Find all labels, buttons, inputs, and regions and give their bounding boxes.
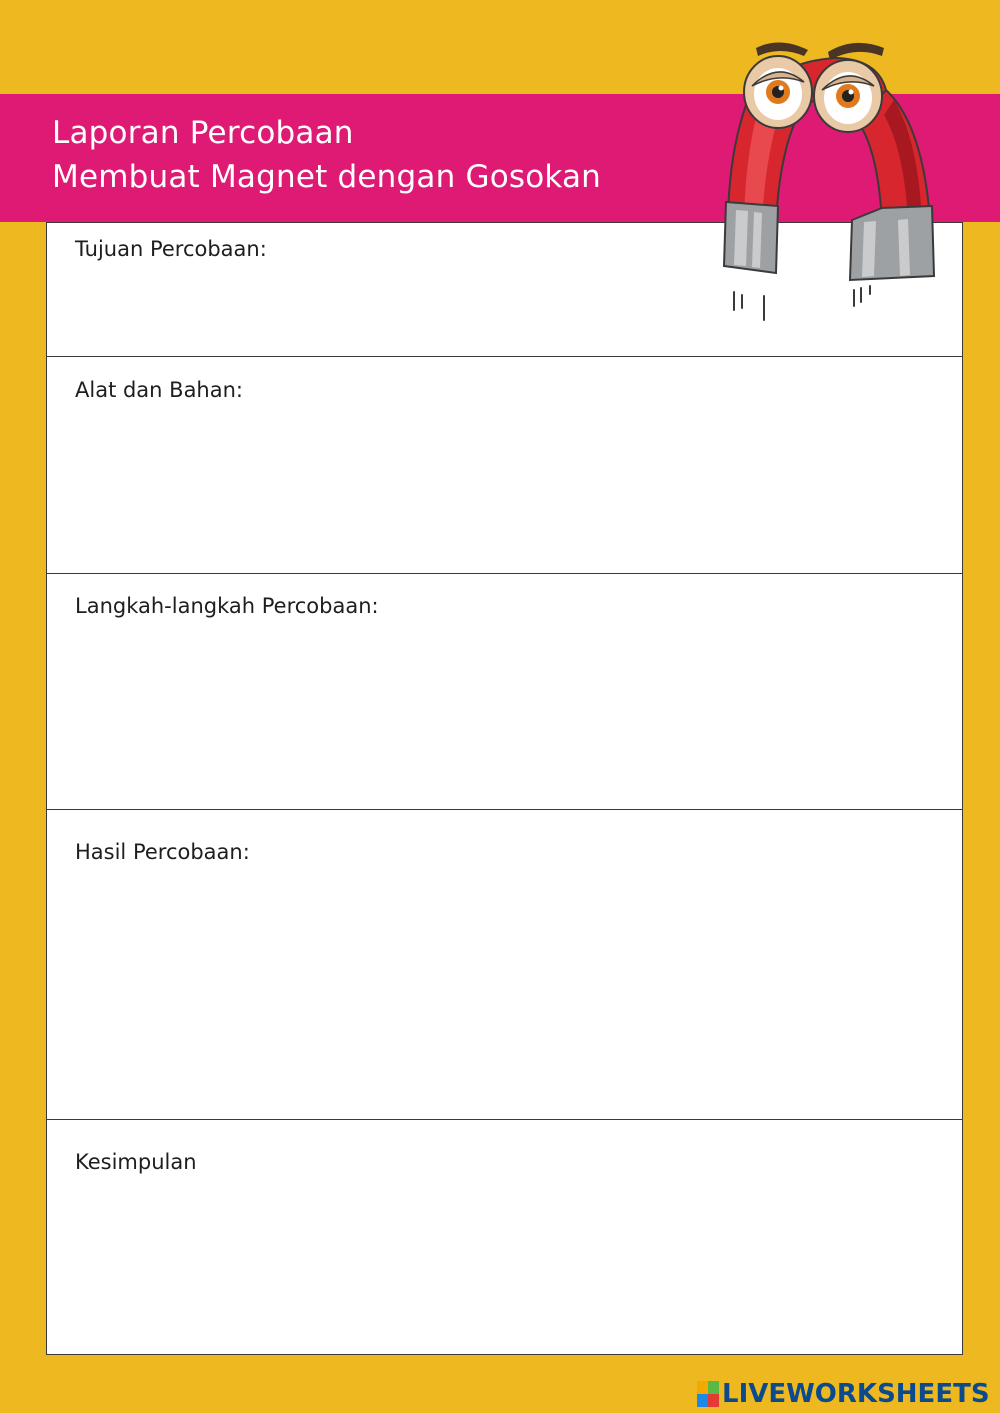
page-title-line-1: Laporan Percobaan bbox=[52, 115, 354, 151]
page-title-line-2: Membuat Magnet dengan Gosokan bbox=[52, 159, 602, 195]
liveworksheets-logo-icon bbox=[697, 1381, 719, 1407]
section-hasil[interactable] bbox=[47, 810, 962, 1120]
report-sheet bbox=[46, 222, 963, 1355]
section-langkah[interactable] bbox=[47, 574, 962, 810]
brand-text: LIVEWORKSHEETS bbox=[722, 1379, 990, 1409]
section-kesimpulan[interactable] bbox=[47, 1120, 962, 1356]
section-label-kesimpulan: Kesimpulan bbox=[75, 1150, 197, 1174]
section-alat-bahan[interactable] bbox=[47, 357, 962, 574]
section-label-hasil: Hasil Percobaan: bbox=[75, 840, 250, 864]
section-label-langkah: Langkah-langkah Percobaan: bbox=[75, 594, 379, 618]
liveworksheets-brand bbox=[697, 1378, 990, 1410]
cartoon-horseshoe-magnet-icon bbox=[718, 30, 943, 330]
section-label-tujuan: Tujuan Percobaan: bbox=[75, 237, 267, 261]
section-label-alat-bahan: Alat dan Bahan: bbox=[75, 378, 243, 402]
